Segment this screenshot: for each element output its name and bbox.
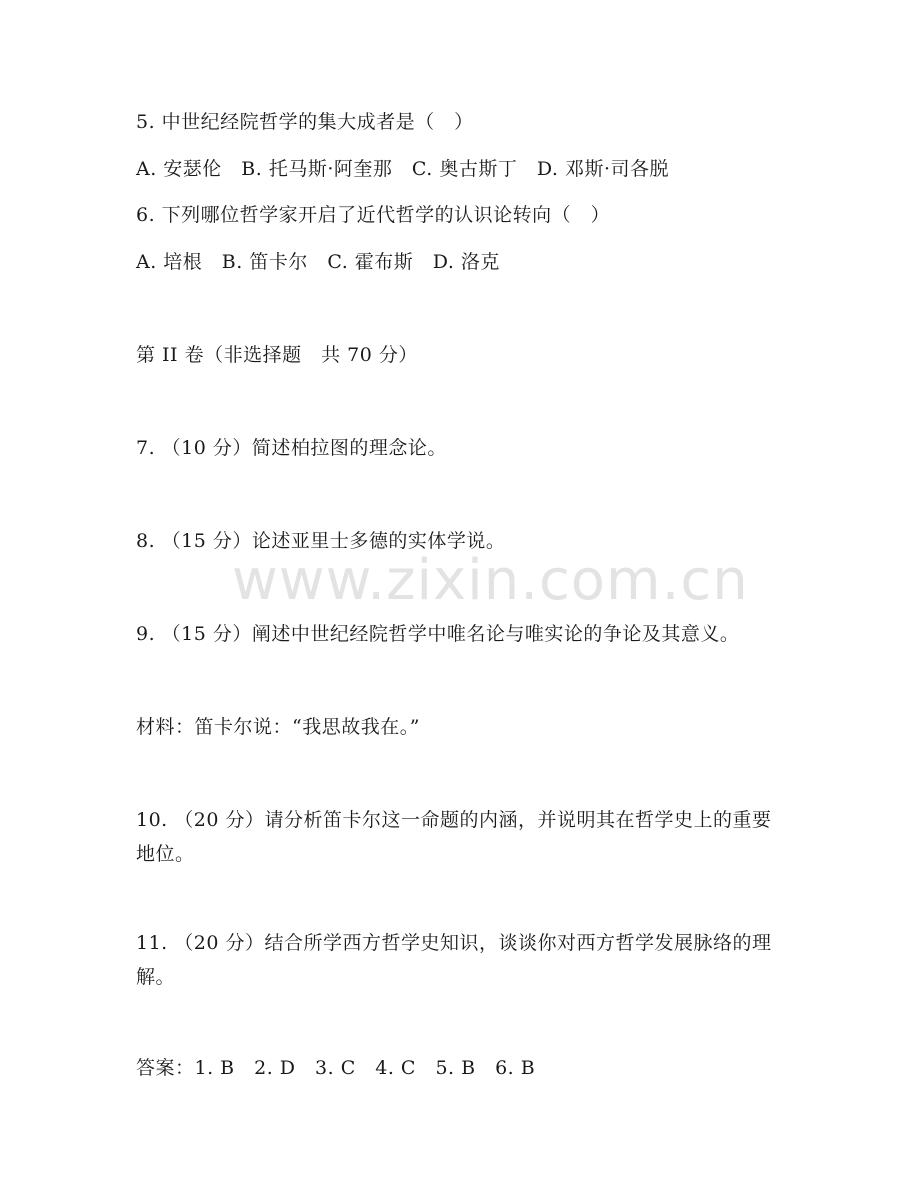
question-11: 11. （20 分）结合所学西方哲学史知识，谈谈你对西方哲学发展脉络的理解。	[136, 932, 772, 988]
watermark: www.zixin.com.cn	[232, 548, 749, 613]
question-5: 5. 中世纪经院哲学的集大成者是（ ）	[136, 111, 474, 133]
section-2-title: 第 II 卷（非选择题 共 70 分）	[136, 344, 418, 366]
question-9: 9. （15 分）阐述中世纪经院哲学中唯名论与唯实论的争论及其意义。	[136, 623, 740, 645]
question-7: 7. （10 分）简述柏拉图的理念论。	[136, 437, 447, 459]
answer-key: 答案：1. B 2. D 3. C 4. C 5. B 6. B	[136, 1057, 536, 1079]
question-6-options: A. 培根 B. 笛卡尔 C. 霍布斯 D. 洛克	[136, 251, 500, 273]
question-8: 8. （15 分）论述亚里士多德的实体学说。	[136, 530, 506, 552]
question-6: 6. 下列哪位哲学家开启了近代哲学的认识论转向（ ）	[136, 204, 611, 226]
question-10: 10. （20 分）请分析笛卡尔这一命题的内涵，并说明其在哲学史上的重要地位。	[136, 809, 772, 865]
material-quote: 材料：笛卡尔说：“我思故我在。”	[136, 716, 420, 738]
question-5-options: A. 安瑟伦 B. 托马斯·阿奎那 C. 奥古斯丁 D. 邓斯·司各脱	[136, 158, 669, 180]
